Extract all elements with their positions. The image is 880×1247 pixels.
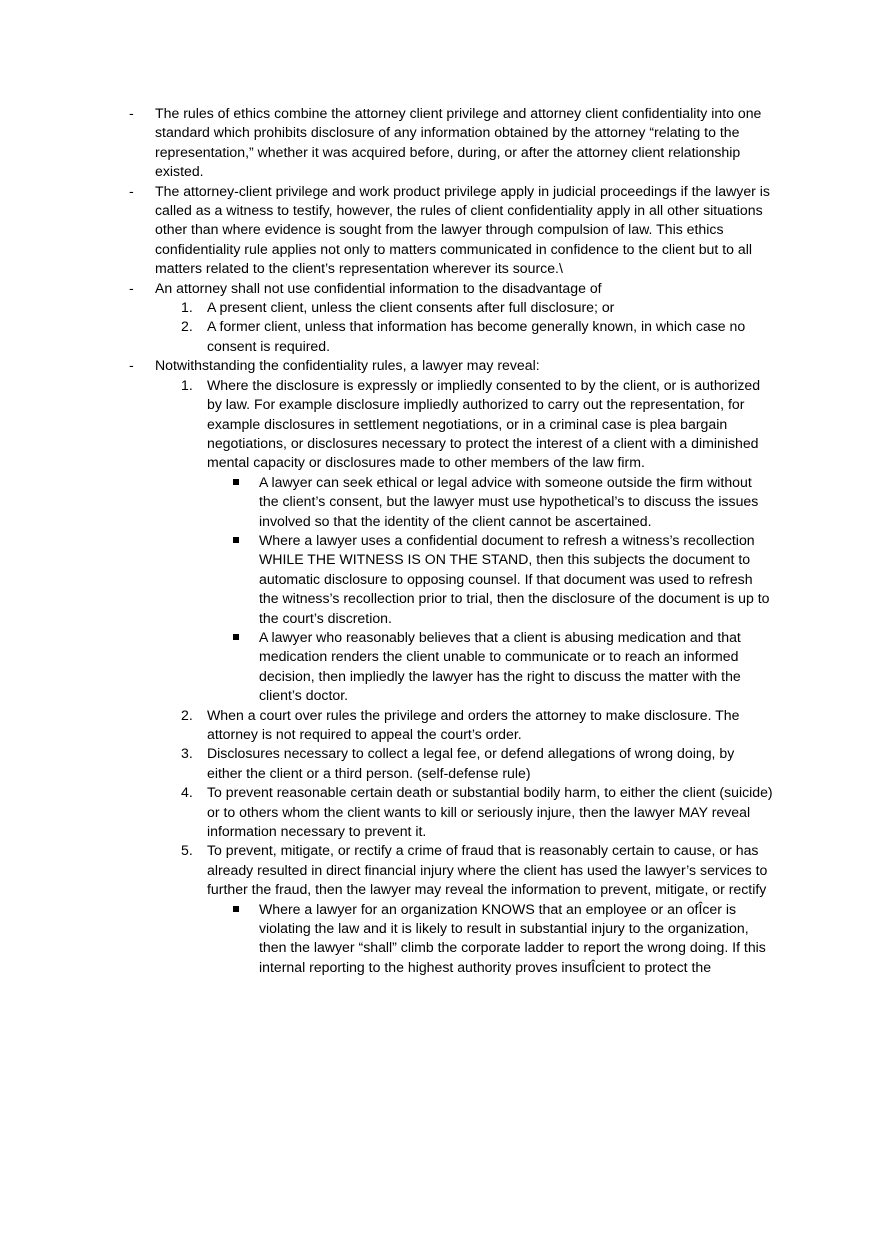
numbered-item bbox=[0, 706, 773, 745]
square-bullet-text: A lawyer who reasonably believes that a client is abusing medication and that medication renders the client unable to communicate or to reach an informed decision, then impliedly the lawyer has the right to discuss the matter with the client’s doctor. bbox=[259, 628, 741, 704]
item-number: 5. bbox=[181, 842, 193, 859]
numbered-item bbox=[0, 317, 773, 356]
item-number: 1. bbox=[181, 299, 193, 316]
numbered-item bbox=[0, 298, 773, 317]
item-number: 3. bbox=[181, 745, 193, 762]
square-bullet-item bbox=[0, 473, 775, 531]
numbered-item-text: Where the disclosure is expressly or impliedly consented to by the client, or is authorized by law. For example disclosure impliedly authorized to carry out the representation, for example disclosures in settlement negotiations, or in a criminal case is plea bargain negotiations, or disclosures necessary to protect the interest of a client with a diminished mental capacity or disclosures made to other members of the law firm. bbox=[207, 376, 761, 471]
dash-item bbox=[0, 356, 780, 375]
numbered-item-text: To prevent, mitigate, or rectify a crime of fraud that is reasonably certain to cause, or has already resulted in direct financial injury where the client has used the lawyer’s services to further the fraud, then the lawyer may reveal the information to prevent, mitigate, or rectify bbox=[207, 842, 768, 898]
square-bullet-item bbox=[0, 900, 775, 978]
dash-marker: - bbox=[129, 182, 134, 199]
dash-marker: - bbox=[129, 105, 134, 121]
dash-item-text: An attorney shall not use confidential information to the disadvantage of bbox=[155, 279, 602, 296]
square-bullet-icon bbox=[233, 634, 239, 640]
item-number: 1. bbox=[181, 376, 193, 393]
square-bullet-icon bbox=[233, 906, 239, 912]
numbered-item bbox=[0, 744, 773, 783]
numbered-item bbox=[0, 841, 773, 899]
dash-item-text: The rules of ethics combine the attorney client privilege and attorney client confidentiality into one standard which prohibits disclosure of any information obtained by the attorney “relating to the representation,” whether it was acquired before, during, or after the attorney client relationship existed. bbox=[155, 105, 762, 180]
dash-item bbox=[0, 104, 780, 182]
square-bullet-item bbox=[0, 628, 775, 706]
square-bullet-icon bbox=[233, 479, 239, 485]
square-bullet-icon bbox=[233, 537, 239, 543]
dash-item-text: Notwithstanding the confidentiality rules, a lawyer may reveal: bbox=[155, 357, 540, 374]
numbered-item-text: A present client, unless the client consents after full disclosure; or bbox=[207, 299, 615, 316]
numbered-item bbox=[0, 376, 773, 473]
numbered-item bbox=[0, 783, 773, 841]
dash-item bbox=[0, 279, 780, 298]
dash-marker: - bbox=[129, 279, 134, 296]
document-body bbox=[0, 104, 880, 977]
numbered-item-text: A former client, unless that information has become generally known, in which case no consent is required. bbox=[207, 318, 746, 354]
dash-item-text: The attorney-client privilege and work product privilege apply in judicial proceedings if the lawyer is called as a witness to testify, however, the rules of client confidentiality apply in all other situations other than where evidence is sought from the lawyer through compulsion of law. This ethics confidentiality rule applies not only to matters communicated in confidence to the client but to all matters related to the client’s representation wherever its source.\ bbox=[155, 182, 770, 277]
square-bullet-text: A lawyer can seek ethical or legal advice with someone outside the firm without the client’s consent, but the lawyer must use hypothetical’s to discuss the issues involved so that the identity of the client cannot be ascertained. bbox=[259, 473, 759, 529]
numbered-item-text: Disclosures necessary to collect a legal fee, or defend allegations of wrong doing, by either the client or a third person. (self-defense rule) bbox=[207, 745, 735, 781]
item-number: 2. bbox=[181, 706, 193, 723]
dash-marker: - bbox=[129, 357, 134, 374]
square-bullet-item bbox=[0, 531, 775, 628]
square-bullet-text: Where a lawyer uses a confidential document to refresh a witness’s recollection WHILE THE WITNESS IS ON THE STAND, then this subjects the document to automatic disclosure to opposing counsel. If that document was used to refresh the witness’s recollection prior to trial, then the disclosure of the document is up to the court’s discretion. bbox=[259, 531, 770, 626]
square-bullet-text: Where a lawyer for an organization KNOWS that an employee or an ofÎcer is violating the law and it is likely to result in substantial injury to the organization, then the lawyer “shall” climb the corporate ladder to report the wrong doing. If this internal reporting to the highest authority proves insufÎcient to protect the bbox=[259, 900, 766, 975]
numbered-item-text: When a court over rules the privilege and orders the attorney to make disclosure. The attorney is not required to appeal the court’s order. bbox=[207, 706, 740, 742]
numbered-item-text: To prevent reasonable certain death or substantial bodily harm, to either the client (suicide) or to others whom the client wants to kill or seriously injure, then the lawyer MAY reveal information necessary to prevent it. bbox=[207, 784, 773, 840]
item-number: 2. bbox=[181, 318, 193, 335]
item-number: 4. bbox=[181, 784, 193, 801]
dash-item bbox=[0, 182, 780, 279]
